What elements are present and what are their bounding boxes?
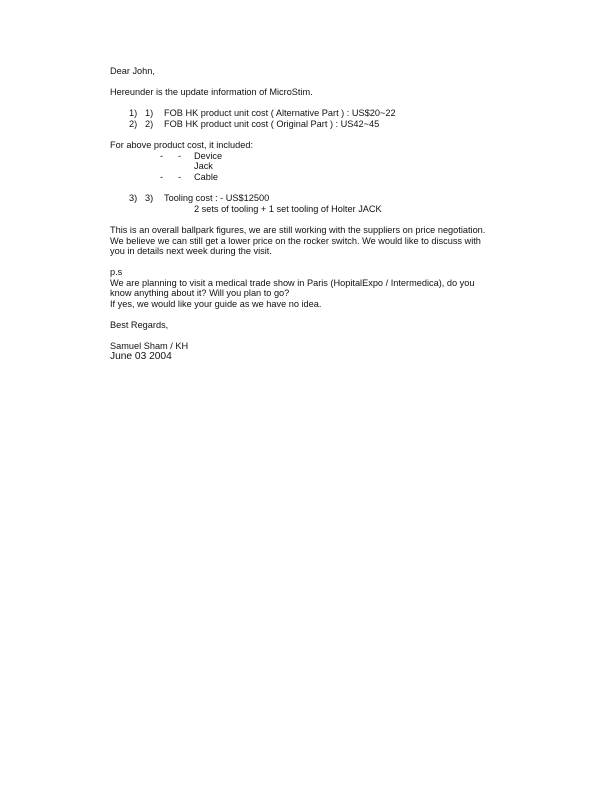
spacer (110, 98, 530, 109)
ballpark-line: We believe we can still get a lower price on the rocker switch. We would like to discuss with (110, 235, 481, 246)
closing: Best Regards, (110, 320, 169, 331)
ps-line: If yes, we would like your guide as we have no idea. (110, 299, 322, 310)
item-number: 3) (145, 193, 154, 204)
ps-label: p.s (110, 267, 123, 278)
bullet-dash: - (160, 171, 164, 182)
tooling-item (110, 193, 530, 204)
ps-line: know anything about it? Will you plan to go? (110, 288, 290, 299)
item-number: 3) (129, 193, 138, 204)
item-text: FOB HK product unit cost ( Alternative Part ) : US$20~22 (164, 108, 396, 119)
cost-intro: For above product cost, it included: (110, 140, 253, 151)
bullet-dash: - (160, 150, 164, 161)
letter-body (110, 66, 530, 363)
included-item (110, 161, 530, 172)
item-number: 2) (145, 118, 154, 129)
included-item-text: Device (194, 150, 223, 161)
price-item (110, 108, 530, 119)
signature-name: Samuel Sham / KH (110, 341, 189, 352)
tooling-detail-text: 2 sets of tooling + 1 set tooling of Holter JACK (194, 203, 382, 214)
spacer (110, 331, 530, 342)
spacer (110, 214, 530, 225)
ballpark-line: This is an overall ballpark figures, we are still working with the suppliers on price negotiation. (110, 224, 486, 235)
bullet-dash: - (178, 150, 182, 161)
ballpark-line: you in details next week during the visit. (110, 246, 272, 257)
spacer (110, 257, 530, 268)
ps-line: We are planning to visit a medical trade show in Paris (HopitalExpo / Intermedica), do you (110, 277, 475, 288)
included-item (110, 172, 530, 183)
greeting: Dear John, (110, 66, 155, 76)
included-item-text: Cable (194, 171, 219, 182)
bullet-dash: - (178, 171, 182, 182)
item-number: 2) (129, 118, 138, 129)
item-text: Tooling cost : - US$12500 (164, 193, 270, 204)
item-text: FOB HK product unit cost ( Original Part ) : US42~45 (164, 118, 380, 129)
intro-line: Hereunder is the update information of MicroStim. (110, 87, 313, 98)
item-number: 1) (145, 108, 154, 119)
item-number: 1) (129, 108, 138, 119)
tooling-detail (110, 204, 530, 215)
spacer (110, 77, 530, 88)
included-item-text: Jack (194, 161, 213, 172)
signature-date: June 03 2004 (110, 351, 172, 363)
price-item (110, 119, 530, 130)
spacer (110, 130, 530, 141)
spacer (110, 183, 530, 194)
included-item (110, 151, 530, 162)
spacer (110, 310, 530, 321)
